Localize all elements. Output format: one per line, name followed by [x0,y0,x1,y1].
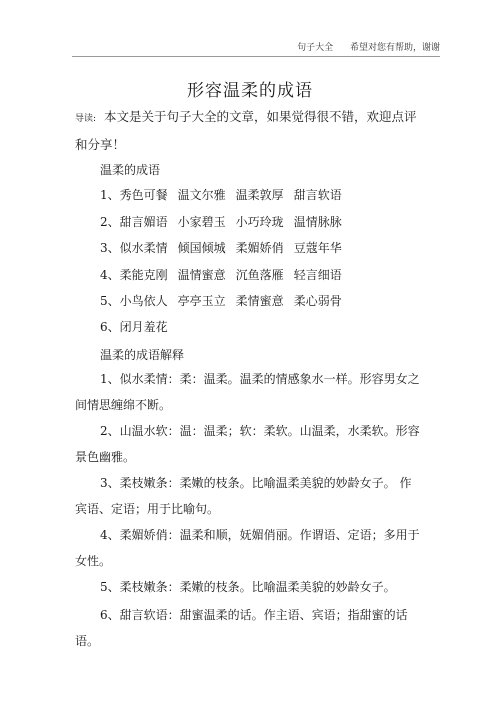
explanation-paragraph: 4、柔媚娇俏：温柔和顺，妩媚俏丽。作谓语、定语；多用于女性。 [75,528,420,568]
idiom-row-number: 1、 [100,188,120,202]
explanation-paragraph: 6、甜言软语：甜蜜温柔的话。作主语、宾语；指甜蜜的话语。 [75,608,408,648]
idiom: 闭月羞花 [119,320,168,334]
idiom: 轻言细语 [293,268,342,282]
idiom: 温情蜜意 [177,268,226,282]
explanation-paragraph: 3、柔枝嫩条：柔嫩的枝条。比喻温柔美貌的妙龄女子。 作宾语、定语；用于比喻句。 [75,476,412,516]
idiom: 甜言软语 [293,188,342,202]
idiom: 秀色可餐 [119,188,168,202]
idiom: 亭亭玉立 [177,294,226,308]
idiom: 甜言媚语 [119,215,168,229]
idiom-row [100,292,352,309]
idiom: 小鸟依人 [119,294,168,308]
idioms-heading: 温柔的成语 [100,163,161,177]
idiom-row [100,213,352,230]
idiom: 柔媚娇俏 [235,241,284,255]
intro-paragraph [75,104,420,158]
page-header [297,40,440,53]
explanation-paragraph: 1、似水柔情：柔：温柔。温柔的情感象水一样。形容男女之间情思缠绵不断。 [75,372,420,412]
idiom-row-number: 5、 [100,294,120,308]
header-left-text: 句子大全 [297,43,334,53]
idiom: 柔心弱骨 [293,294,342,308]
header-divider [72,56,440,57]
idiom-row-number: 2、 [100,215,120,229]
idiom: 似水柔情 [119,241,168,255]
idiom-row-number: 3、 [100,241,120,255]
idiom-row [100,266,352,283]
idiom-row-number: 4、 [100,268,120,282]
explanation-paragraph: 5、柔枝嫩条：柔嫩的枝条。比喻温柔美貌的妙龄女子。 [100,580,396,594]
idiom: 小巧玲珑 [235,215,284,229]
intro-lead-label: 导读: [75,114,97,124]
idiom: 温情脉脉 [293,215,342,229]
explanation-paragraph: 2、山温水软：温：温柔；软：柔软。山温柔，水柔软。形容景色幽雅。 [75,424,420,464]
idiom: 温文尔雅 [177,188,226,202]
idiom: 柔能克刚 [119,268,168,282]
intro-text: 本文是关于句子大全的文章，如果觉得很不错，欢迎点评和分享！ [75,109,417,152]
idiom: 温柔敦厚 [235,188,284,202]
explanations-heading: 温柔的成语解释 [100,348,185,362]
idiom: 豆蔻年华 [293,241,342,255]
idiom: 小家碧玉 [177,215,226,229]
idiom: 倾国倾城 [177,241,226,255]
idiom-row [100,186,352,203]
header-right-text: 希望对您有帮助，谢谢 [349,43,440,53]
idiom: 柔情蜜意 [235,294,284,308]
document-title: 形容温柔的成语 [187,81,313,101]
idiom: 沉鱼落雁 [235,268,284,282]
idiom-row [100,318,178,335]
idiom-row [100,239,352,256]
idiom-row-number: 6、 [100,320,120,334]
